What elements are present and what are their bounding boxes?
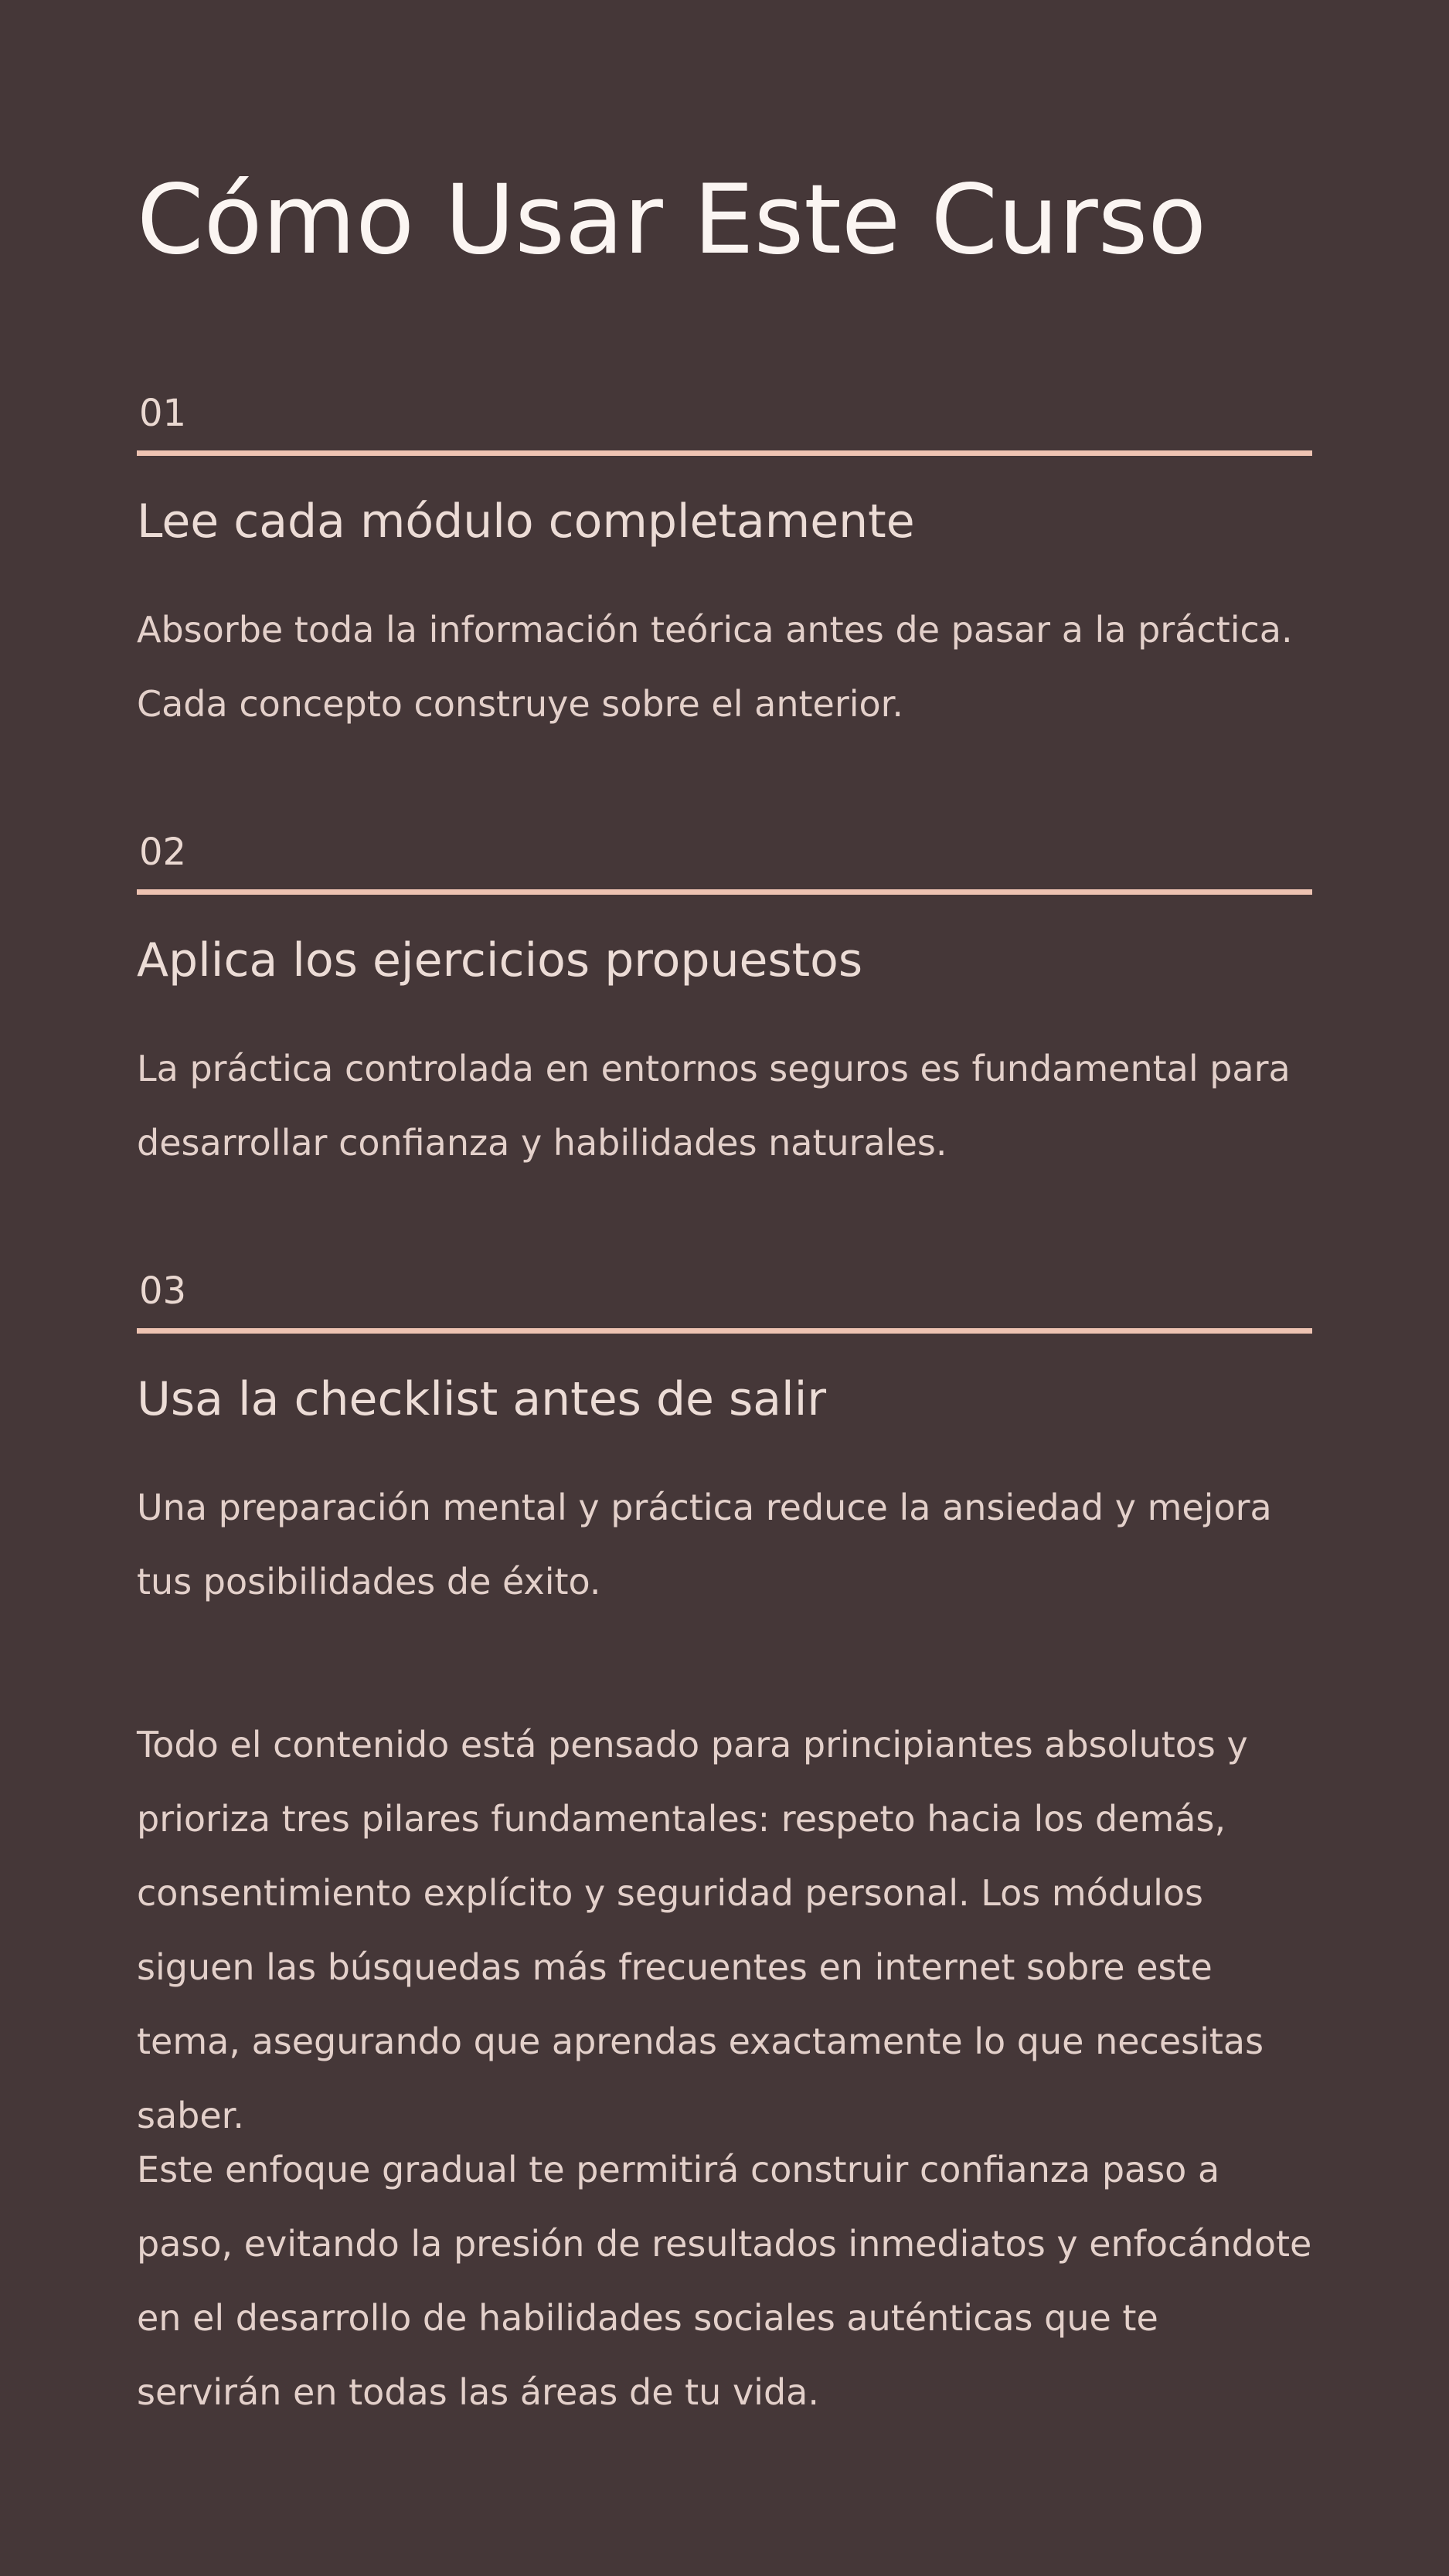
step-divider [137, 450, 1312, 456]
step-description: Una preparación mental y práctica reduce la ansiedad y mejora tus posibilidades de éxito. [137, 1487, 1272, 1602]
step-description: Absorbe toda la información teórica antes de pasar a la práctica. Cada concepto construye sobre el anterior. [137, 609, 1293, 725]
intro-paragraph-2: Este enfoque gradual te permitirá construir confianza paso a paso, evitando la presión de resultados inmediatos y enfocándote en el desarrollo de habilidades sociales auténticas que te servirán en todas las áreas de tu vida. [137, 2149, 1312, 2413]
intro-paragraph-1: Todo el contenido está pensado para principiantes absolutos y prioriza tres pilares fundamentales: respeto hacia los demás, consentimiento explícito y seguridad personal. Los módulos siguen las búsquedas más frecuentes en internet sobre este tema, asegurando que aprendas exactamente lo que necesitas saber. [137, 1724, 1264, 2136]
step-heading: Aplica los ejercicios propuestos [137, 933, 863, 987]
step-heading: Usa la checklist antes de salir [137, 1372, 827, 1426]
step-divider [137, 1328, 1312, 1334]
page-title: Cómo Usar Este Curso [137, 165, 1207, 276]
step-divider [137, 889, 1312, 895]
step-number: 01 [139, 392, 187, 435]
step-number: 02 [139, 831, 187, 874]
step-heading: Lee cada módulo completamente [137, 494, 915, 549]
step-description: La práctica controlada en entornos seguros es fundamental para desarrollar confianza y habilidades naturales. [137, 1048, 1291, 1164]
step-number: 03 [139, 1269, 187, 1313]
